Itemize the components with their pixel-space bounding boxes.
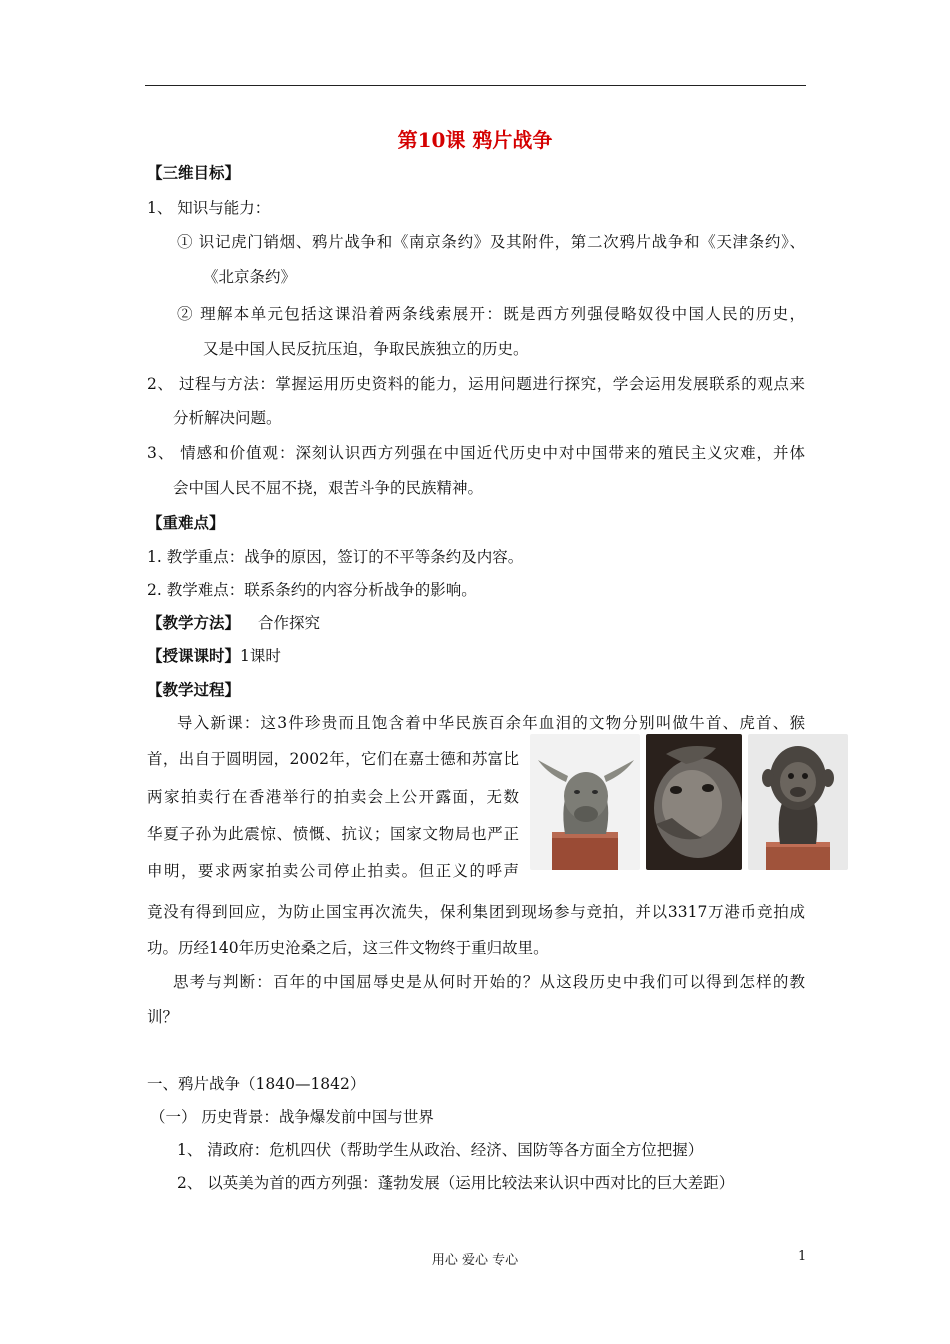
intro-line2: 首，出自于圆明园，2002年，它们在嘉士德和苏富比 (147, 750, 519, 768)
goal-1b-line1: ② 理解本单元包括这课沿着两条线索展开：既是西方列强侵略奴役中国人民的历史， (177, 305, 805, 323)
page-number: 1 (798, 1249, 807, 1264)
question-line1: 思考与判断：百年的中国屈辱史是从何时开始的？从这段历史中我们可以得到怎样的教 (173, 973, 805, 991)
outline-item-1: 1、 清政府：危机四伏（帮助学生从政治、经济、国防等各方面全方位把握） (177, 1141, 704, 1159)
goal-1a-line2: 《北京条约》 (203, 268, 297, 286)
goal-3-line2: 会中国人民不屈不挠，艰苦斗争的民族精神。 (173, 479, 484, 497)
outline-heading-1: 一、鸦片战争（1840—1842） (147, 1075, 366, 1093)
goal-3-line1: 3、 情感和价值观：深刻认识西方列强在中国近代历史中对中国带来的殖民主义灾难，并体 (147, 444, 805, 462)
header-rule (145, 85, 806, 86)
intro-line4: 华夏子孙为此震惊、愤慨、抗议；国家文物局也严正 (147, 825, 519, 843)
hours-label: 【授课课时】 (147, 646, 241, 665)
question-line2: 训？ (147, 1008, 179, 1026)
intro-line6: 竟没有得到回应，为防止国宝再次流失，保利集团到现场参与竞拍，并以3317万港币竞拍成 (147, 903, 805, 921)
monkey-head-photo (748, 734, 848, 870)
key-point-1: 1. 教学重点：战争的原因，签订的不平等条约及内容。 (147, 548, 524, 566)
ox-head-photo (530, 734, 640, 870)
heading-process: 【教学过程】 (147, 680, 241, 699)
tiger-head-photo (646, 734, 742, 870)
heading-key-points: 【重难点】 (147, 513, 225, 532)
intro-line5: 申明，要求两家拍卖公司停止拍卖。但正义的呼声 (147, 862, 519, 880)
heading-goals: 【三维目标】 (147, 163, 241, 182)
goal-1a-line1: ① 识记虎门销烟、鸦片战争和《南京条约》及其附件，第二次鸦片战争和《天津条约》、 (177, 233, 805, 251)
outline-item-2: 2、 以英美为首的西方列强：蓬勃发展（运用比较法来认识中西对比的巨大差距） (177, 1174, 735, 1192)
hours-value: 1课时 (240, 647, 281, 665)
method-label: 【教学方法】 (147, 613, 241, 632)
intro-line3: 两家拍卖行在香港举行的拍卖会上公开露面，无数 (147, 788, 519, 806)
goal-1: 1、 知识与能力： (147, 199, 271, 217)
method-value: 合作探究 (258, 614, 321, 632)
footer-text: 用心 爱心 专心 (431, 1253, 519, 1268)
lesson-title: 第10课 鸦片战争 (397, 128, 553, 152)
goal-2-line1: 2、 过程与方法：掌握运用历史资料的能力，运用问题进行探究，学会运用发展联系的观点来 (147, 375, 805, 393)
goal-2-line2: 分析解决问题。 (173, 409, 282, 427)
outline-heading-2: （一） 历史背景：战争爆发前中国与世界 (150, 1108, 434, 1126)
goal-1b-line2: 又是中国人民反抗压迫，争取民族独立的历史。 (203, 340, 529, 358)
key-point-2: 2. 教学难点：联系条约的内容分析战争的影响。 (147, 581, 477, 599)
intro-line1: 导入新课：这3件珍贵而且饱含着中华民族百余年血泪的文物分别叫做牛首、虎首、猴 (177, 714, 805, 732)
lesson-hours (147, 645, 281, 667)
intro-line7: 功。历经140年历史沧桑之后，这三件文物终于重归故里。 (147, 939, 549, 957)
teaching-method (147, 612, 320, 634)
